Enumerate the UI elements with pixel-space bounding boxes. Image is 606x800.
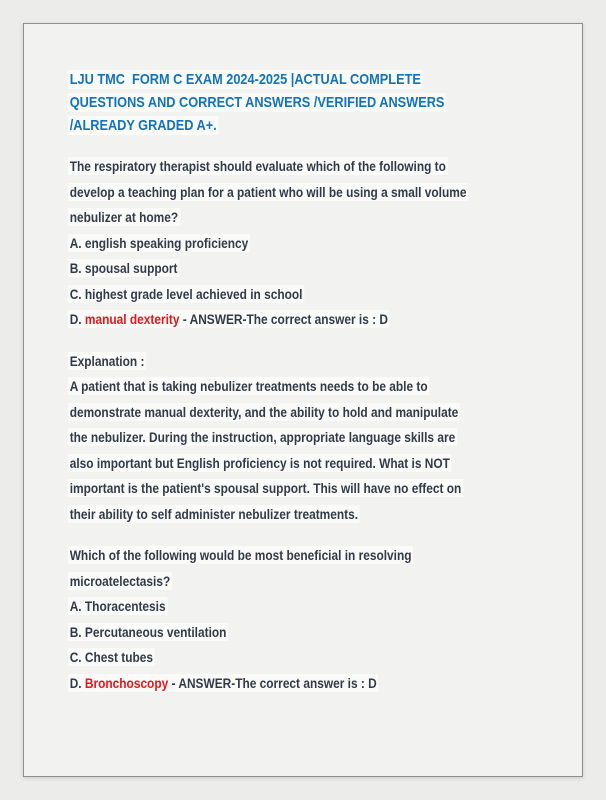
explanation-text: their ability to self administer nebulizer treatments. bbox=[69, 505, 359, 522]
question-1-text: develop a teaching plan for a patient who will be using a small volume bbox=[69, 183, 467, 200]
option-text: B. Percutaneous ventilation bbox=[69, 623, 227, 640]
question-1-block bbox=[68, 154, 546, 333]
option-text: B. spousal support bbox=[69, 260, 178, 276]
title-line-text: QUESTIONS AND CORRECT ANSWERS /VERIFIED ANSWERS bbox=[69, 94, 445, 111]
explanation-block bbox=[68, 349, 546, 528]
explanation-text: the nebulizer. During the instruction, appropriate language skills are bbox=[69, 429, 456, 445]
explanation-text: A patient that is taking nebulizer treatments needs to be able to bbox=[69, 378, 428, 394]
question-2-block bbox=[68, 543, 546, 696]
question-1-line bbox=[68, 154, 546, 180]
correct-answer-text: manual dexterity bbox=[84, 311, 180, 327]
explanation-label-text: Explanation : bbox=[69, 352, 145, 369]
explanation-text: important is the patient's spousal support. This will have no effect on bbox=[69, 480, 462, 496]
option-text: C. highest grade level achieved in school bbox=[69, 285, 303, 302]
question-1-text: The respiratory therapist should evaluate which of the following to bbox=[69, 158, 446, 174]
question-1-option-d bbox=[68, 307, 546, 333]
answer-verification-text: - ANSWER-The correct answer is : D bbox=[179, 311, 388, 327]
document-title bbox=[68, 68, 546, 137]
question-2-option-b bbox=[68, 620, 546, 646]
document-page bbox=[23, 23, 583, 777]
option-text bbox=[68, 310, 390, 328]
correct-answer-text: Bronchoscopy bbox=[84, 674, 169, 691]
question-1-text: nebulizer at home? bbox=[69, 209, 179, 225]
question-1-option-c bbox=[68, 282, 546, 308]
question-1-line bbox=[68, 180, 546, 206]
question-2-option-a bbox=[68, 594, 546, 620]
spacer bbox=[68, 333, 546, 349]
document-content bbox=[68, 68, 546, 696]
explanation-line bbox=[68, 400, 546, 426]
explanation-line bbox=[68, 451, 546, 477]
question-1-line bbox=[68, 205, 546, 231]
question-2-text: microatelectasis? bbox=[69, 572, 171, 589]
option-text bbox=[68, 674, 378, 692]
explanation-line bbox=[68, 476, 546, 502]
question-1-option-a bbox=[68, 231, 546, 257]
explanation-line bbox=[68, 502, 546, 528]
option-text: A. english speaking proficiency bbox=[69, 234, 249, 251]
question-2-text: Which of the following would be most beneficial in resolving bbox=[69, 547, 412, 563]
explanation-line bbox=[68, 374, 546, 400]
explanation-text: also important but English proficiency is not required. What is NOT bbox=[69, 454, 450, 471]
explanation-line bbox=[68, 425, 546, 451]
title-line bbox=[68, 91, 546, 114]
explanation-label bbox=[68, 349, 546, 375]
question-2-line bbox=[68, 543, 546, 569]
option-d-prefix: D. bbox=[69, 311, 85, 327]
question-1-option-b bbox=[68, 256, 546, 282]
option-d-prefix: D. bbox=[69, 674, 85, 691]
explanation-text: demonstrate manual dexterity, and the ability to hold and manipulate bbox=[69, 403, 459, 420]
title-line-text: LJU TMC FORM C EXAM 2024-2025 |ACTUAL COMPLETE bbox=[69, 71, 421, 88]
question-2-option-c bbox=[68, 645, 546, 671]
question-2-line bbox=[68, 569, 546, 595]
title-line bbox=[68, 68, 546, 91]
answer-verification-text: - ANSWER-The correct answer is : D bbox=[168, 674, 377, 691]
question-2-option-d bbox=[68, 671, 546, 697]
spacer bbox=[68, 527, 546, 543]
title-line bbox=[68, 114, 546, 137]
option-text: A. Thoracentesis bbox=[69, 598, 166, 614]
title-line-text: /ALREADY GRADED A+. bbox=[69, 117, 217, 134]
option-text: C. Chest tubes bbox=[69, 649, 154, 665]
